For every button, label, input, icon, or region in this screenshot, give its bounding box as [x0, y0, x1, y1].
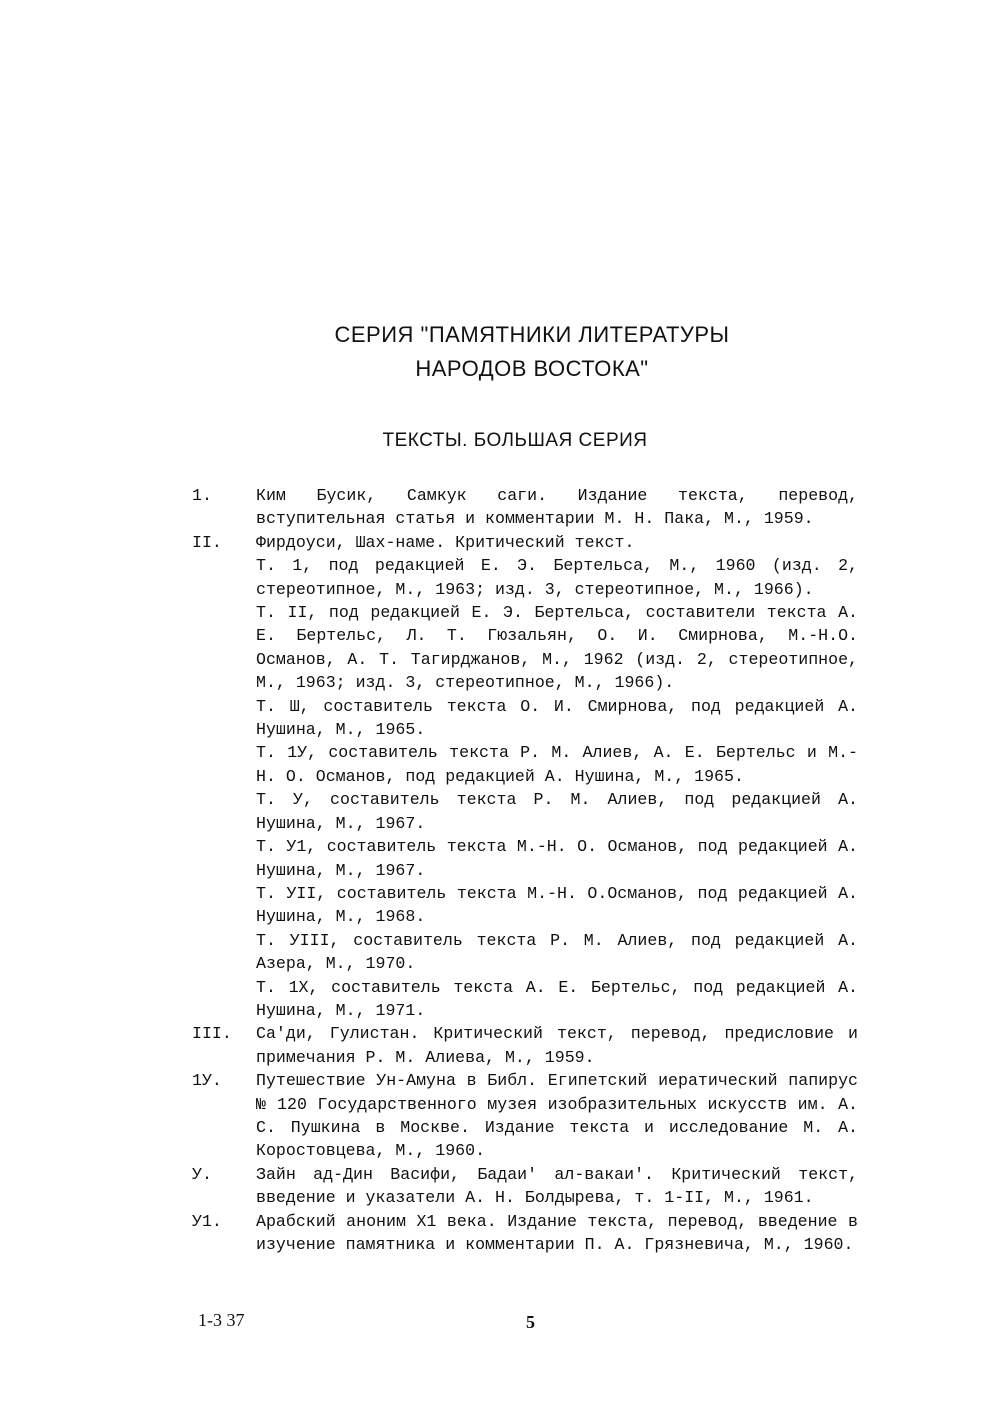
entry-text: Арабский аноним Х1 века. Издание текста, перевод, введение в изучение памятника и комментарии П. А. Грязневича, М., 1960. [256, 1211, 858, 1254]
entry-text: Са'ди, Гулистан. Критический текст, перевод, предисловие и примечания Р. М. Алиева, М., 1959. [256, 1024, 858, 1067]
volume-text: Т. У, составитель текста Р. М. Алиев, под редакцией А. Нушина, М., 1967. [256, 790, 858, 833]
entry-number: 1У. [192, 1071, 222, 1091]
series-title-line-1: СЕРИЯ "ПАМЯТНИКИ ЛИТЕРАТУРЫ [334, 322, 730, 347]
bibliography-entry [192, 531, 858, 1023]
entry-text: Ким Бусик, Самкук саги. Издание текста, перевод, вступительная статья и комментарии М. Н. Пака, М., 1959. [256, 486, 858, 529]
section-heading: ТЕКСТЫ. БОЛЬШАЯ СЕРИЯ [382, 430, 648, 451]
entry-number: У. [192, 1164, 212, 1184]
volume-text: Т. II, под редакцией Е. Э. Бертельса, составители текста А. Е. Бертельс, Л. Т. Гюзальян, О. И. Смирнова, М.-Н.О. Османов, А. Т. Тагирджанов, М., 1962 (изд. 2, стереотипное, М., 1963; изд. 3, стереотипное, М., 1966). [256, 603, 858, 693]
volume-text: Т. УIII, составитель текста Р. М. Алиев, под редакцией А. Азера, М., 1970. [256, 930, 858, 974]
entry-text: Фирдоуси, Шах-наме. Критический текст. [256, 532, 635, 552]
series-title-line-2: НАРОДОВ ВОСТОКА" [415, 356, 649, 381]
bibliography-entry [192, 1163, 858, 1210]
bibliography-entry [192, 1069, 858, 1163]
entry-text: Путешествие Ун-Амуна в Библ. Египетский иератический папирус № 120 Государственного музея изобразительных искусств им. А. С. Пушкина в Москве. Издание текста и исследование М. А. Коростовцева, М., 1960. [256, 1071, 858, 1161]
volume-text: Т. 1Х, составитель текста А. Е. Бертельс, под редакцией А. Нушина, М., 1971. [256, 977, 858, 1020]
bibliography-entry [192, 1022, 858, 1069]
series-title [0, 318, 1000, 386]
bibliography-entry [192, 1210, 858, 1257]
bibliography-list [192, 484, 858, 1256]
volume-text: Т. У1, составитель текста М.-Н. О. Османов, под редакцией А. Нушина, М., 1967. [256, 837, 858, 880]
volume-text: Т. 1, под редакцией Е. Э. Бертельса, М., 1960 (изд. 2, стереотипное, М., 1963; изд. 3, стереотипное, М., 1966). [256, 556, 858, 599]
entry-number: III. [192, 1024, 232, 1044]
volume-text: Т. Ш, составитель текста О. И. Смирнова, под редакцией А. Нушина, М., 1965. [256, 696, 858, 740]
entry-number: II. [192, 532, 222, 552]
entry-number: У1. [192, 1211, 222, 1231]
printer-signature: 1-3 37 [198, 1310, 245, 1330]
entry-number: 1. [192, 486, 212, 505]
volume-text: Т. 1У, составитель текста Р. М. Алиев, А. Е. Бертельс и М.-Н. О. Османов, под редакцией А. Нушина, М., 1965. [256, 743, 858, 786]
volume-text: Т. УII, составитель текста М.-Н. О.Османов, под редакцией А. Нушина, М., 1968. [256, 883, 858, 927]
page-number: 5 [526, 1312, 535, 1332]
bibliography-entry [192, 484, 858, 531]
entry-text: Зайн ад-Дин Васифи, Бадаи' ал-вакаи'. Критический текст, введение и указатели А. Н. Болдырева, т. 1-II, М., 1961. [256, 1164, 858, 1208]
